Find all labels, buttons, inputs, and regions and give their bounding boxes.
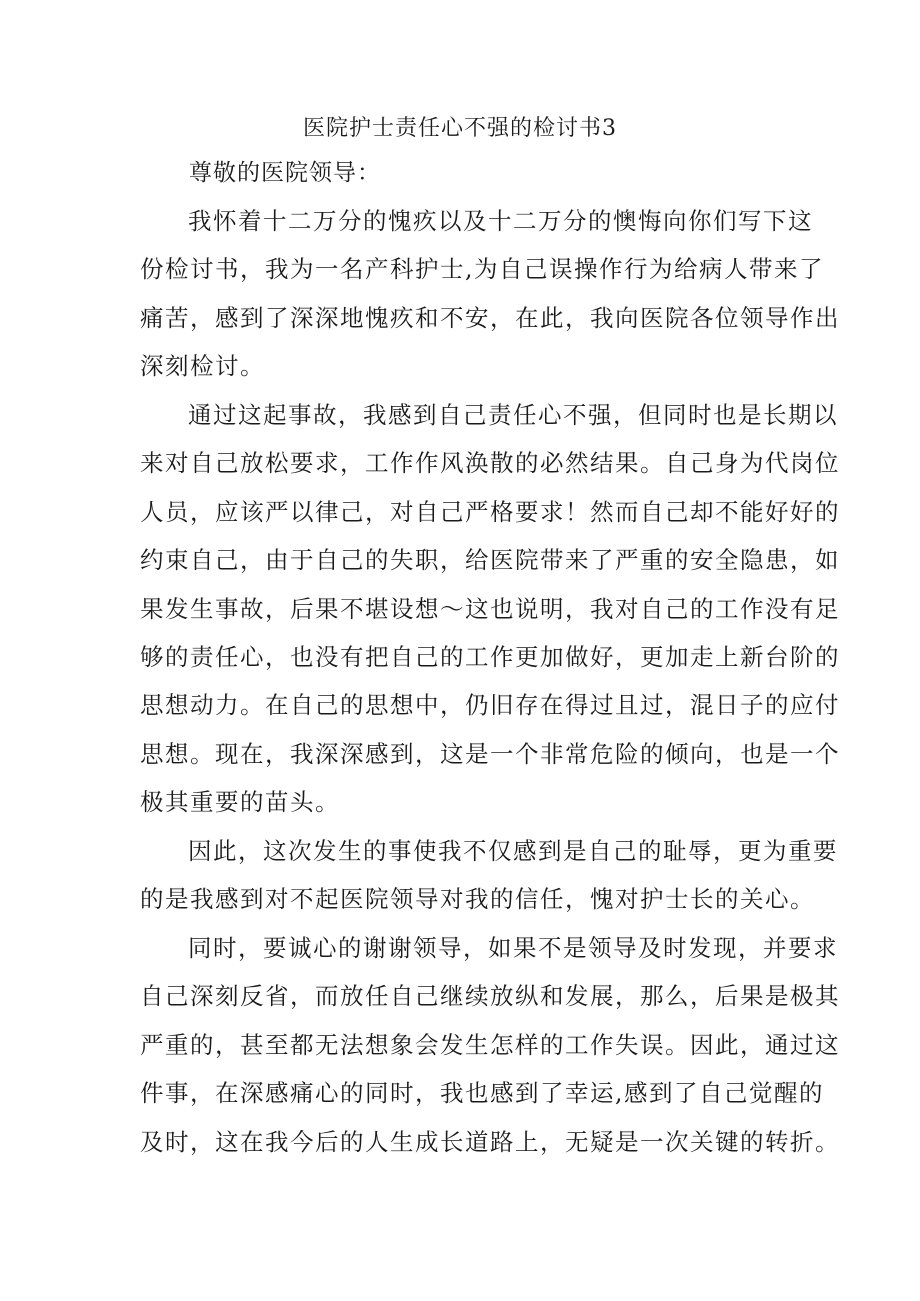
document-title: 医院护士责任心不强的检讨书3 <box>303 116 617 141</box>
paragraph-line: 及时，这在我今后的人生成长道路上，无疑是一次关键的转折。 <box>140 1127 840 1156</box>
paragraph-line: 来对自己放松要求，工作作风涣散的必然结果。自己身为代岗位 <box>140 449 840 478</box>
paragraph-line: 同时，要诚心的谢谢领导，如果不是领导及时发现，并要求 <box>188 934 838 962</box>
paragraph-line: 严重的，甚至都无法想象会发生怎样的工作失误。因此，通过这 <box>140 1030 840 1059</box>
paragraph-line: 深刻检讨。 <box>140 352 265 381</box>
paragraph-line: 思想。现在，我深深感到，这是一个非常危险的倾向，也是一个 <box>140 739 840 768</box>
paragraph-line: 约束自己，由于自己的失职，给医院带来了严重的安全隐患，如 <box>140 546 840 575</box>
paragraph-line: 份检讨书，我为一名产科护士,为自己误操作行为给病人带来了 <box>140 255 824 284</box>
paragraph-2 <box>140 391 840 827</box>
paragraph-line: 自己深刻反省，而放任自己继续放纵和发展，那么，后果是极其 <box>140 982 840 1011</box>
paragraph-3 <box>140 827 838 924</box>
paragraph-line: 通过这起事故，我感到自己责任心不强，但同时也是长期以 <box>188 401 838 429</box>
paragraph-line: 极其重要的苗头。 <box>140 788 340 817</box>
salutation: 尊敬的医院领导： <box>189 160 381 186</box>
paragraph-1 <box>140 197 840 391</box>
paragraph-line: 的是我感到对不起医院领导对我的信任，愧对护士长的关心。 <box>140 885 815 914</box>
paragraph-line: 我怀着十二万分的愧疚以及十二万分的懊悔向你们写下这 <box>188 207 813 235</box>
paragraph-line: 够的责任心，也没有把自己的工作更加做好，更加走上新台阶的 <box>140 642 840 671</box>
paragraph-line: 痛苦，感到了深深地愧疚和不安，在此，我向医院各位领导作出 <box>140 303 840 332</box>
paragraph-line: 果发生事故，后果不堪设想～这也说明，我对自己的工作没有足 <box>140 594 840 623</box>
paragraph-4 <box>140 924 840 1166</box>
paragraph-line: 思想动力。在自己的思想中，仍旧存在得过且过，混日子的应付 <box>140 691 840 720</box>
paragraph-line: 人员，应该严以律己，对自己严格要求！然而自己却不能好好的 <box>140 497 840 526</box>
paragraph-line: 件事，在深感痛心的同时，我也感到了幸运,感到了自己觉醒的 <box>140 1079 824 1108</box>
paragraph-line: 因此，这次发生的事使我不仅感到是自己的耻辱，更为重要 <box>188 837 838 865</box>
